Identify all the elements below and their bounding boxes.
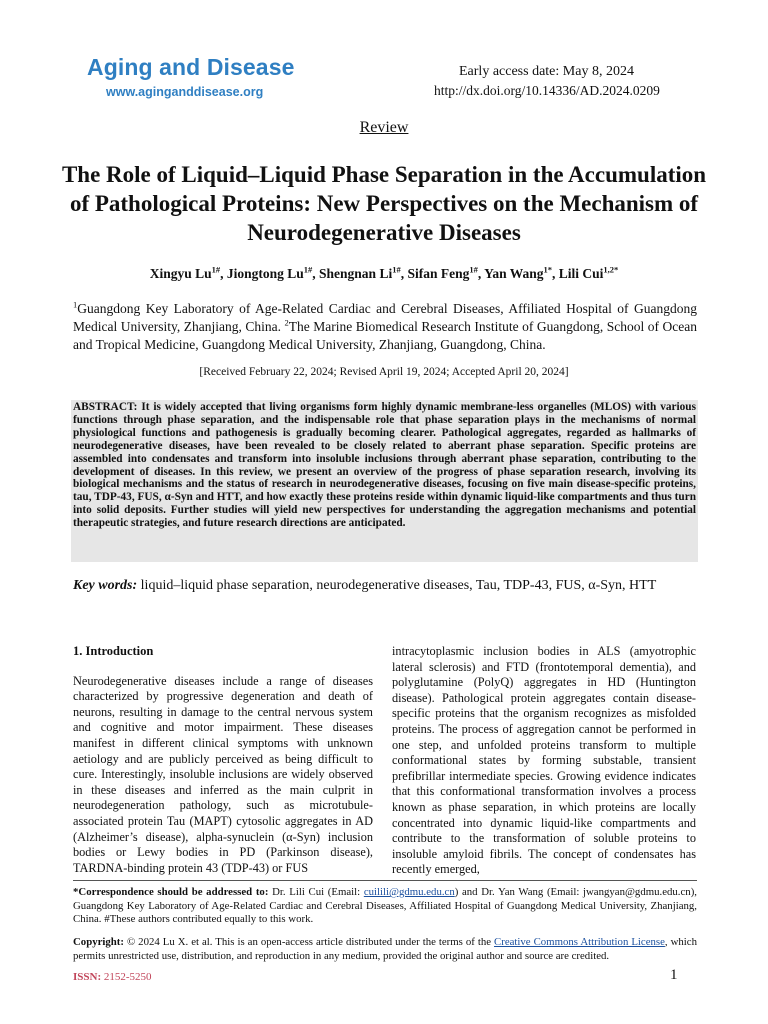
- author-superscript: 1#: [211, 264, 221, 275]
- keywords: [73, 578, 697, 594]
- doi-link[interactable]: http://dx.doi.org/10.14336/AD.2024.0209: [434, 83, 660, 98]
- affiliation-superscript: 2: [284, 317, 289, 328]
- author-superscript: 1#: [303, 264, 313, 275]
- journal-name: Aging and Disease: [87, 54, 295, 80]
- affiliation-text: Guangdong Key Laboratory of Age-Related Cardiac and Cerebral Diseases, Affiliated Hospital of Guangdong Medical University, Zhanjiang, China.: [73, 301, 697, 334]
- correspondence-note: [73, 886, 697, 927]
- copyright-note: [73, 936, 697, 963]
- issn-value: 2152-5250: [103, 971, 152, 983]
- abstract-text: ABSTRACT: It is widely accepted that living organisms form highly dynamic membrane-less organelles (MLOS) with various functions through phase separation, and the indispensable role that phase separation plays in the mechanisms of normal physiological functions and pathogenesis is gradually becoming clearer. Pathological aggregates, regarded as hallmarks of neurodegenerative diseases, have been revealed to be closely related to aberrant phase separation. Specific proteins are assembled into condensates and transform into insoluble inclusions through aberrant phase separation, contributing to the development of diseases. In this review, we present an overview of the progress of phase separation research, involving its biological mechanisms and the status of research in neurodegenerative diseases, focusing on five main disease-specific proteins, tau, TDP-43, FUS, α-Syn and HTT, and how exactly these proteins reside within dynamic liquid-like compartments and thus turn into solid deposits. Further studies will yield new perspectives for understanding the aggregation mechanisms and potential therapeutic strategies, and future research directions are anticipated.: [73, 401, 696, 530]
- affiliation-text: The Marine Biomedical Research Institute of Guangdong, School of Ocean and Tropical Medicine, Guangdong Medical University, Zhanjiang, Guangdong, China.: [73, 319, 697, 352]
- footnote-divider: [73, 880, 697, 881]
- body-column-left: [73, 644, 373, 876]
- body-paragraph: Neurodegenerative diseases include a range of diseases characterized by progressive degeneration and death of neurons, resulting in damage to the central nervous system and cognitive and motor impairment. These diseases manifest in different clinical symptoms with unknown aetiology and are publicly perceived as being difficult to cure. Interestingly, insoluble inclusions are widely observed in these diseases and inferred as the main culprit in neurodegeneration pathology, such as microtubule-associated protein Tau (MAPT) cytosolic aggregates in AD (Alzheimer’s disease), alpha-synuclein (α-Syn) inclusion bodies or Lewy bodies in PD (Parkinson disease), TARDNA-binding protein 43 (TDP-43) or FUS: [73, 673, 373, 875]
- author-name: Yan Wang: [484, 266, 544, 281]
- author-separator: ,: [477, 266, 485, 281]
- keywords-text: liquid–liquid phase separation, neurodegenerative diseases, Tau, TDP-43, FUS, α-Syn, HTT: [137, 578, 657, 593]
- author-name: Lili Cui: [558, 266, 604, 281]
- section-heading: 1. Introduction: [73, 644, 154, 658]
- body-paragraph: intracytoplasmic inclusion bodies in ALS (amyotrophic lateral sclerosis) and FTD (frontotemporal dementia), and polyglutamine (PolyQ) aggregates in HD (Huntington disease). Pathological protein aggregates contain disease-specific proteins that the organism recognizes as misfolded proteins. The process of aggregation cannot be performed in one step, and unfolded proteins transform to multiple conformational states by forming substable, transient prefibrillar intermediate species. Growing evidence indicates that this conformational transformation involves a process known as phase separation, in which proteins are locally concentrated into dynamic liquid-like compartments and contribute to the transformation of soluble proteins to insoluble amyloid fibrils. The concept of condensates has recently emerged,: [392, 644, 696, 877]
- author-separator: ,: [312, 266, 320, 281]
- page-number: 1: [670, 967, 678, 983]
- copyright-text: © 2024 Lu X. et al. This is an open-access article distributed under the terms of the: [124, 936, 495, 948]
- author-name: Shengnan Li: [319, 266, 393, 281]
- license-link[interactable]: Creative Commons Attribution License: [494, 936, 665, 948]
- issn: [73, 971, 152, 983]
- correspondence-text: Dr. Lili Cui (Email:: [268, 886, 364, 898]
- author-superscript: 1*: [543, 264, 552, 275]
- affiliations: [73, 300, 697, 354]
- journal-website-link[interactable]: www.aginganddisease.org: [106, 85, 264, 99]
- article-type-text: Review: [359, 119, 409, 136]
- abstract-box: [71, 400, 698, 562]
- author-name: Sifan Feng: [407, 266, 470, 281]
- author-separator: ,: [552, 266, 559, 281]
- author-superscript: 1#: [469, 264, 478, 275]
- author-name: Jiongtong Lu: [226, 266, 304, 281]
- author-list: [60, 266, 708, 282]
- early-access-date: Early access date: May 8, 2024: [459, 64, 634, 79]
- copyright-label: Copyright:: [73, 936, 124, 948]
- email-link[interactable]: cuilili@gdmu.edu.cn: [363, 886, 455, 898]
- copyright-text: , which permits unrestricted use, distribution, and reproduction in any medium, provided the original author and source are credited.: [73, 936, 697, 962]
- author-name: Xingyu Lu: [149, 266, 212, 281]
- affiliation-superscript: 1: [73, 299, 78, 310]
- article-type-label: [0, 119, 768, 137]
- submission-dates: [Received February 22, 2024; Revised April 19, 2024; Accepted April 20, 2024]: [199, 366, 569, 378]
- article-title: The Role of Liquid–Liquid Phase Separation in the Accumulation of Pathological Proteins: New Perspectives on the Mechanism of Neurodegenerative Diseases: [61, 162, 707, 245]
- author-superscript: 1#: [392, 264, 401, 275]
- issn-label: ISSN:: [73, 971, 102, 983]
- body-column-right: [392, 644, 696, 878]
- keywords-label: Key words:: [73, 578, 138, 593]
- author-separator: ,: [220, 266, 227, 281]
- author-separator: ,: [400, 266, 408, 281]
- author-superscript: 1,2*: [603, 264, 619, 275]
- correspondence-text: ) and Dr. Yan Wang (Email: jwangyan@gdmu.edu.cn), Guangdong Key Laboratory of Age-Related Cardiac and Cerebral Diseases, Affiliated Hospital of Guangdong Medical University, Zhanjiang, China. #These authors contributed equally to this work.: [73, 886, 697, 926]
- correspondence-label: *Correspondence should be addressed to:: [73, 886, 269, 898]
